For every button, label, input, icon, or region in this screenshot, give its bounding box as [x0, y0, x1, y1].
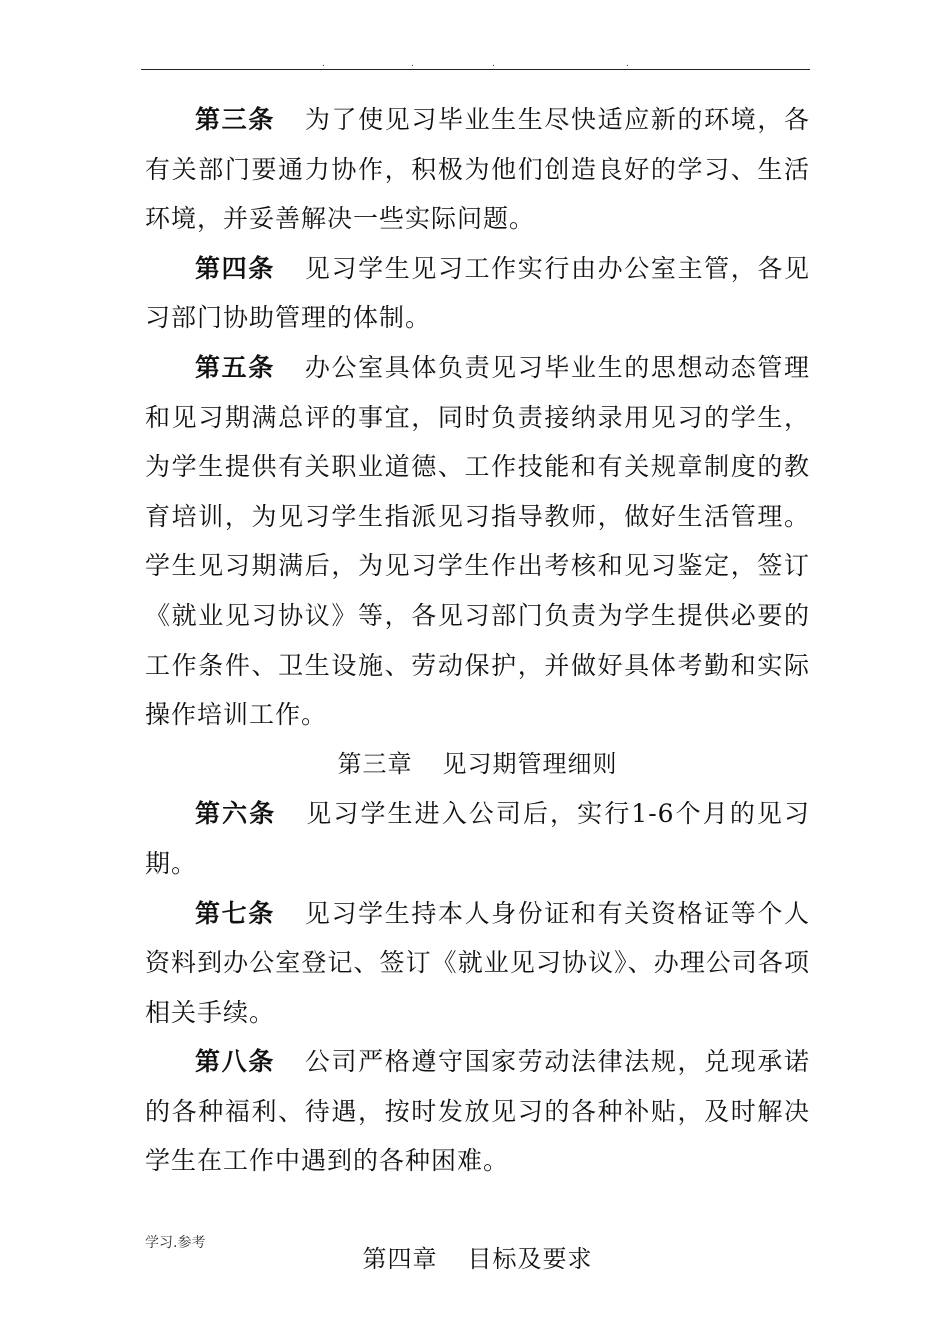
article-label: 第三条: [195, 105, 275, 134]
chapter-number: 第三章: [337, 749, 413, 778]
spacer: [145, 1186, 810, 1235]
article-text: 公司严格遵守国家劳动法律法规，兑现承诺的各种福利、待遇，按时发放见习的各种补贴，及时解决学生在工作中遇到的各种困难。: [145, 1047, 810, 1176]
footer-text: 学习.参考: [145, 1235, 206, 1251]
header-dot: .: [492, 59, 495, 69]
article-label: 第七条: [195, 898, 275, 928]
article-text: 办公室具体负责见习毕业生的思想动态管理和见习期满总评的事宜，同时负责接纳录用见习的学生，为学生提供有关职业道德、工作技能和有关规章制度的教育培训，为见习学生指派见习指导教师，做好生活管理。学生见习期满后，为见习学生作出考核和见习鉴定，签订《就业见习协议》等，各见习部门负责为学生提供必要的工作条件、卫生设施、劳动保护，并做好具体考勤和实际操作培训工作。: [145, 352, 810, 730]
article-3: [145, 95, 810, 244]
article-label: 第五条: [195, 352, 275, 382]
chapter-number: 第四章: [362, 1245, 438, 1274]
article-4: [145, 244, 810, 343]
article-text: 见习学生见习工作实行由办公室主管，各见习部门协助管理的体制。: [145, 253, 810, 333]
header-dot: .: [626, 59, 629, 69]
header-dot: .: [322, 59, 325, 69]
chapter-title: 目标及要求: [467, 1245, 593, 1274]
header-dot: .: [411, 59, 414, 69]
article-6: [145, 789, 810, 888]
article-label: 第六条: [195, 799, 277, 829]
article-8: [145, 1037, 810, 1186]
article-label: 第四条: [195, 253, 275, 283]
chapter-title: 见习期管理细则: [442, 749, 618, 778]
article-text: 为了使见习毕业生生尽快适应新的环境，各有关部门要通力协作，积极为他们创造良好的学习、生活环境，并妥善解决一些实际问题。: [145, 105, 810, 234]
article-text: 见习学生持本人身份证和有关资格证等个人资料到办公室登记、签订《就业见习协议》、办理公司各项相关手续。: [145, 898, 810, 1027]
article-text: 见习学生进入公司后，实行1-6个月的见习期。: [145, 799, 810, 878]
header-rule: [141, 69, 810, 70]
article-label: 第八条: [195, 1047, 275, 1077]
document-body: [145, 95, 810, 1285]
chapter-heading-3: [145, 740, 810, 790]
article-7: [145, 889, 810, 1038]
chapter-heading-4: [145, 1235, 810, 1285]
article-5: [145, 343, 810, 740]
